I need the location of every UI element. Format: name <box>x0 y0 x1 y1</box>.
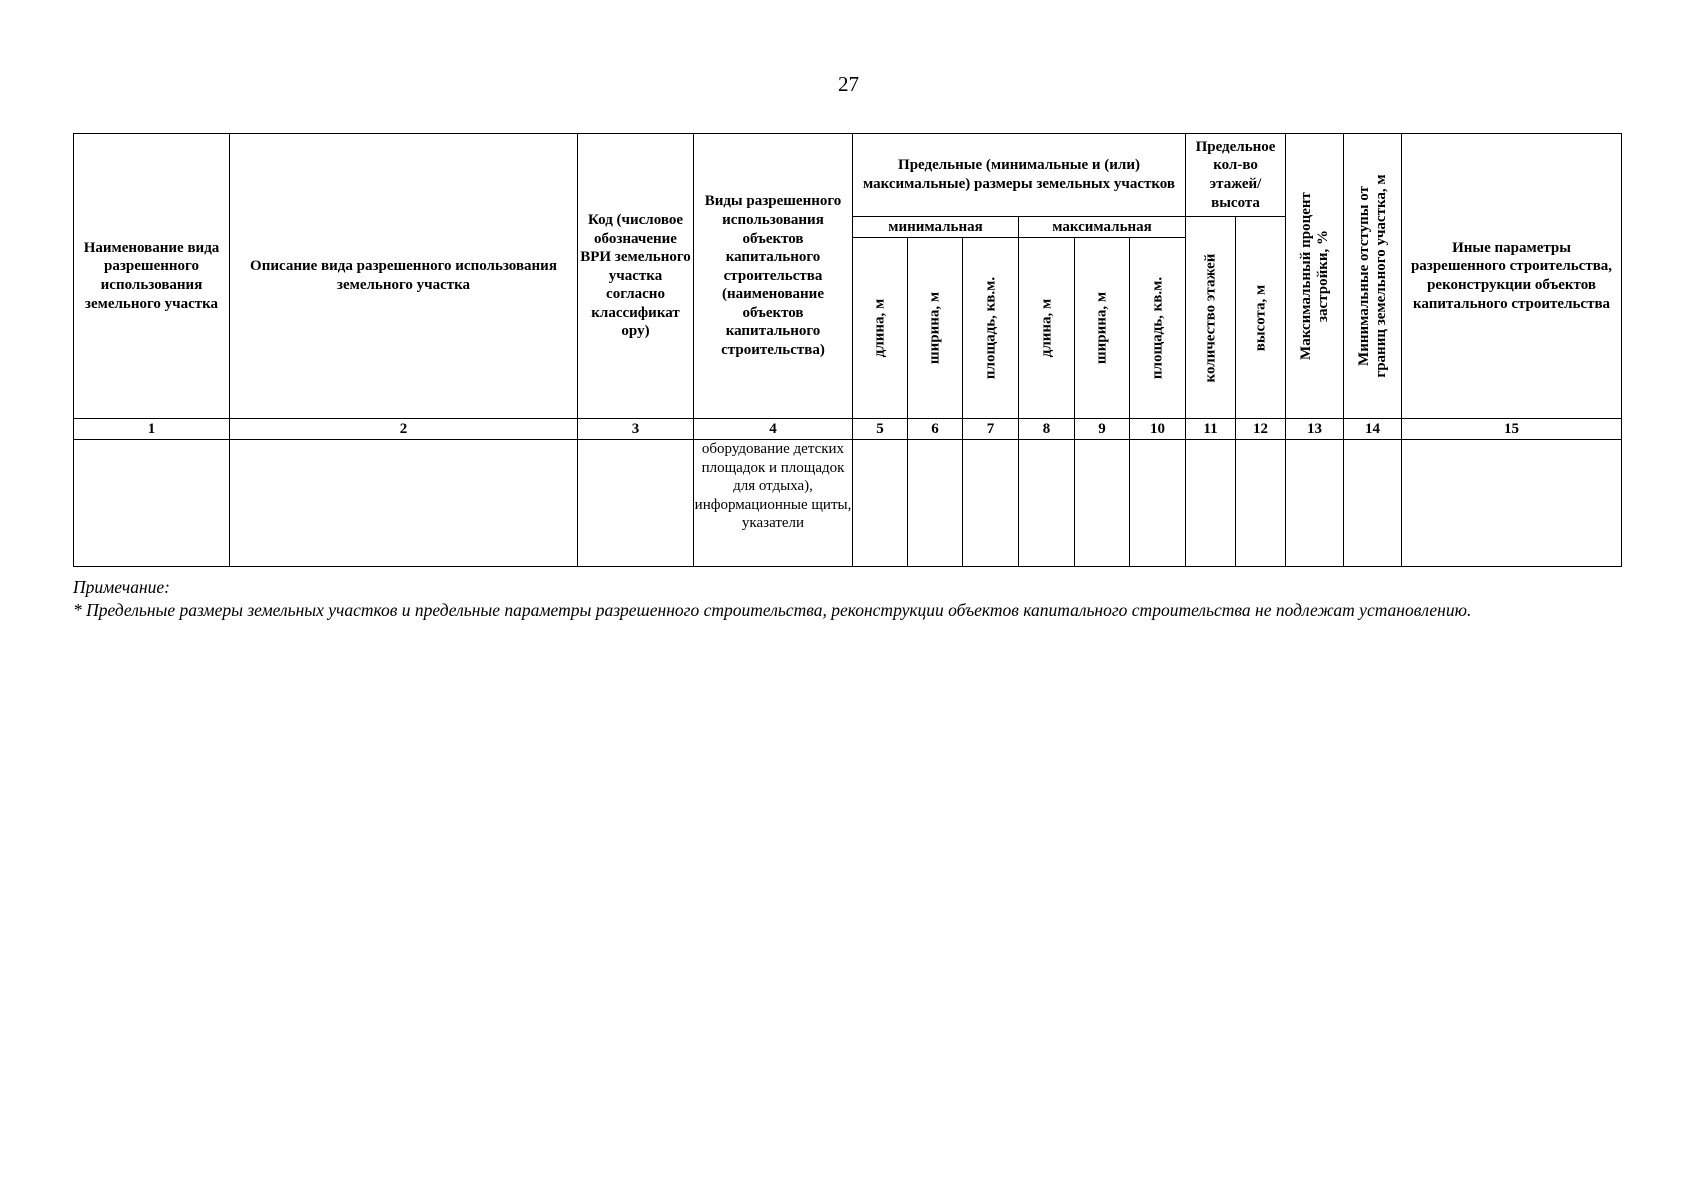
page-number: 27 <box>838 72 859 96</box>
cell-min-length <box>853 440 908 567</box>
header-max-length: длина, м <box>1019 238 1075 419</box>
cell-max-length <box>1019 440 1075 567</box>
header-min-area: площадь, кв.м. <box>963 238 1019 419</box>
column-number: 11 <box>1186 419 1236 440</box>
header-min-length: длина, м <box>853 238 908 419</box>
header-floors-count: количество этажей <box>1186 217 1236 419</box>
header-floors-height: Предельное кол-во этажей/ высота <box>1186 134 1286 217</box>
header-use-description: Описание вида разрешенного использования земельного участка <box>230 134 578 419</box>
header-max-area: площадь, кв.м. <box>1130 238 1186 419</box>
header-min: минимальная <box>853 217 1019 238</box>
cell-use-name <box>74 440 230 567</box>
column-number: 1 <box>74 419 230 440</box>
land-use-table <box>73 133 1622 567</box>
header-plot-size-limits: Предельные (минимальные и (или) максимальные) размеры земельных участков <box>853 134 1186 217</box>
column-number: 14 <box>1344 419 1402 440</box>
footnote-title: Примечание: <box>73 577 170 597</box>
cell-max-coverage <box>1286 440 1344 567</box>
header-use-code: Код (числовое обозначение ВРИ земельного участка согласно классификат ору) <box>578 134 694 419</box>
cell-use-description <box>230 440 578 567</box>
cell-max-area <box>1130 440 1186 567</box>
column-number: 7 <box>963 419 1019 440</box>
header-construction-types: Виды разрешенного использования объектов капитального строительства (наименование объектов капитального строительства) <box>694 134 853 419</box>
cell-floors-count <box>1186 440 1236 567</box>
cell-min-width <box>908 440 963 567</box>
header-min-setbacks: Минимальные отступы от границ земельного участка, м <box>1344 134 1402 419</box>
column-number: 12 <box>1236 419 1286 440</box>
footnote-text: * Предельные размеры земельных участков и предельные параметры разрешенного строительства, реконструкции объектов капитального строительства не подлежат установлению. <box>73 599 1472 620</box>
cell-max-width <box>1075 440 1130 567</box>
cell-other-params <box>1402 440 1622 567</box>
header-max-width: ширина, м <box>1075 238 1130 419</box>
header-height: высота, м <box>1236 217 1286 419</box>
header-row-1 <box>74 134 1622 217</box>
table-row <box>74 440 1622 567</box>
column-number: 3 <box>578 419 694 440</box>
column-number-row <box>74 419 1622 440</box>
cell-height <box>1236 440 1286 567</box>
header-use-name: Наименование вида разрешенного использования земельного участка <box>74 134 230 419</box>
header-other-params: Иные параметры разрешенного строительства, реконструкции объектов капитального строительства <box>1402 134 1622 419</box>
column-number: 4 <box>694 419 853 440</box>
header-max: максимальная <box>1019 217 1186 238</box>
column-number: 15 <box>1402 419 1622 440</box>
column-number: 10 <box>1130 419 1186 440</box>
cell-min-area <box>963 440 1019 567</box>
header-min-width: ширина, м <box>908 238 963 419</box>
cell-use-code <box>578 440 694 567</box>
cell-construction-types: оборудование детских площадок и площадок для отдыха), информационные щиты, указатели <box>694 440 853 567</box>
column-number: 8 <box>1019 419 1075 440</box>
column-number: 6 <box>908 419 963 440</box>
column-number: 2 <box>230 419 578 440</box>
column-number: 5 <box>853 419 908 440</box>
column-number: 9 <box>1075 419 1130 440</box>
footnote <box>73 576 1633 622</box>
header-max-coverage: Максимальный процент застройки, % <box>1286 134 1344 419</box>
cell-min-setbacks <box>1344 440 1402 567</box>
column-number: 13 <box>1286 419 1344 440</box>
